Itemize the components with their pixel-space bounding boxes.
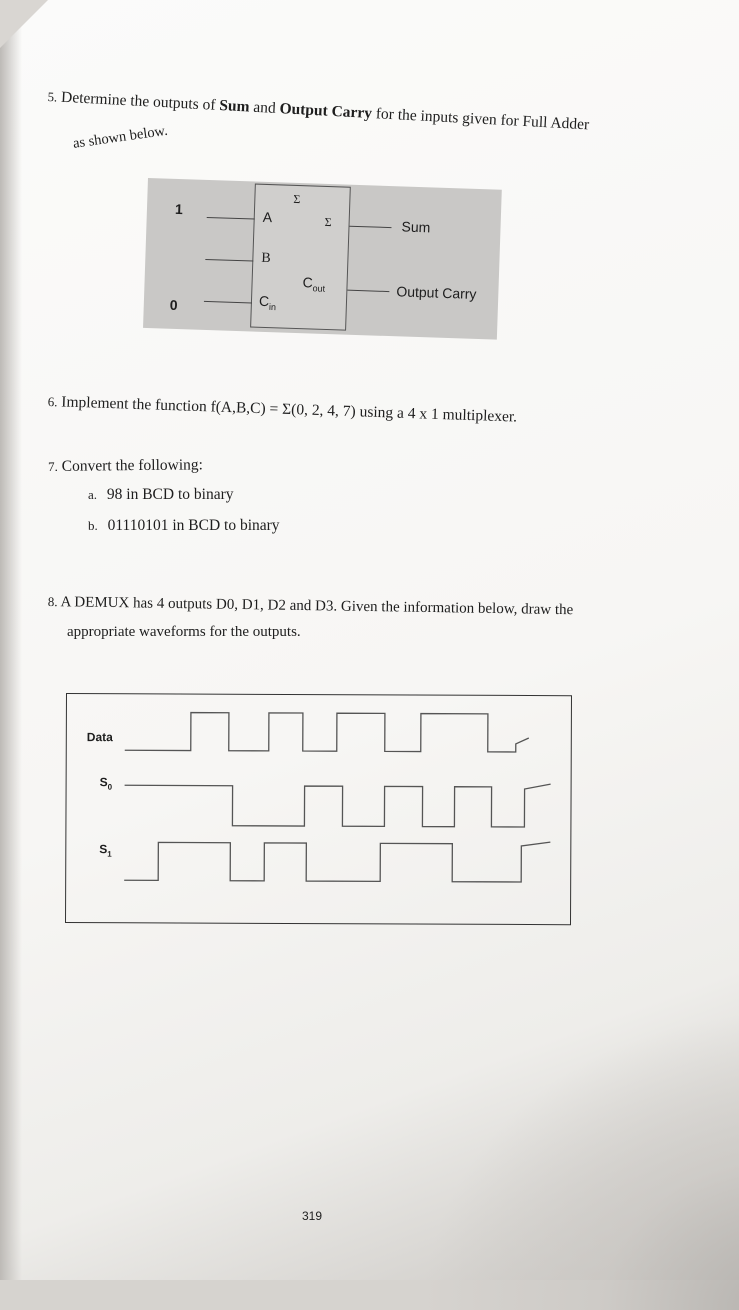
sum-output-label: Sum xyxy=(401,218,431,236)
full-adder-figure xyxy=(143,178,502,340)
sum-pin-sigma: Σ xyxy=(324,214,332,230)
data-signal-label: Data xyxy=(86,730,113,745)
s1-sub: 1 xyxy=(107,849,112,859)
sum-term: Sum xyxy=(218,97,250,116)
page-shadow xyxy=(420,1010,739,1310)
item-label: a. xyxy=(88,487,98,502)
question-number: 8. xyxy=(47,594,58,610)
pin-cin xyxy=(259,293,277,312)
wire-cin xyxy=(204,301,252,304)
s0-sub: 0 xyxy=(107,782,113,792)
input-cin-value: 0 xyxy=(169,296,178,314)
wire-b xyxy=(205,259,253,262)
question-text: Determine the outputs of xyxy=(60,88,220,114)
question-7 xyxy=(48,456,203,476)
input-a-value: 1 xyxy=(174,200,184,218)
sigma-symbol: Σ xyxy=(293,191,301,207)
carry-output-label: Output Carry xyxy=(396,283,477,302)
s0-letter: S xyxy=(99,775,108,790)
s1-letter: S xyxy=(99,842,108,857)
wire-a xyxy=(207,217,255,220)
pin-cout-sub: out xyxy=(312,283,326,294)
question-7a xyxy=(88,486,234,504)
pin-a: A xyxy=(262,208,273,226)
question-number: 6. xyxy=(47,393,58,410)
pin-b: B xyxy=(261,250,271,267)
question-text: and xyxy=(249,98,281,118)
question-6 xyxy=(47,393,517,427)
question-text: for the inputs given for Full Adder xyxy=(371,105,590,134)
wire-carry xyxy=(347,290,389,293)
question-number: 7. xyxy=(48,458,58,474)
question-number: 5. xyxy=(47,88,58,105)
data-waveform xyxy=(125,712,529,752)
full-adder-block xyxy=(250,184,351,331)
waveform-figure xyxy=(65,693,572,925)
question-5-line2: as shown below. xyxy=(72,122,169,152)
question-text: Convert the following: xyxy=(61,456,203,475)
item-text: 01110101 in BCD to binary xyxy=(107,517,280,534)
page-number: 319 xyxy=(302,1209,323,1223)
wire-sum xyxy=(349,226,391,229)
question-7b xyxy=(88,517,280,535)
question-8 xyxy=(48,594,574,619)
page-corner xyxy=(0,0,48,48)
s0-waveform xyxy=(124,782,550,827)
page-shadow xyxy=(0,0,22,1280)
waveform-traces xyxy=(66,694,571,924)
pin-cin-sub: in xyxy=(268,301,277,313)
question-text: A DEMUX has 4 outputs D0, D1, D2 and D3. Given the information below, draw the xyxy=(60,594,574,619)
pin-cout xyxy=(302,274,325,294)
s1-waveform xyxy=(124,840,550,882)
question-text: Implement the function f(A,B,C) = Σ(0, 2, 4, 7) using a 4 x 1 multiplexer. xyxy=(61,393,518,426)
output-carry-term: Output Carry xyxy=(279,100,373,122)
pin-cin-letter: C xyxy=(258,292,270,310)
pin-cout-letter: C xyxy=(302,274,314,291)
item-text: 98 in BCD to binary xyxy=(106,486,234,503)
question-8-line2: appropriate waveforms for the outputs. xyxy=(67,624,301,640)
item-label: b. xyxy=(88,518,98,533)
